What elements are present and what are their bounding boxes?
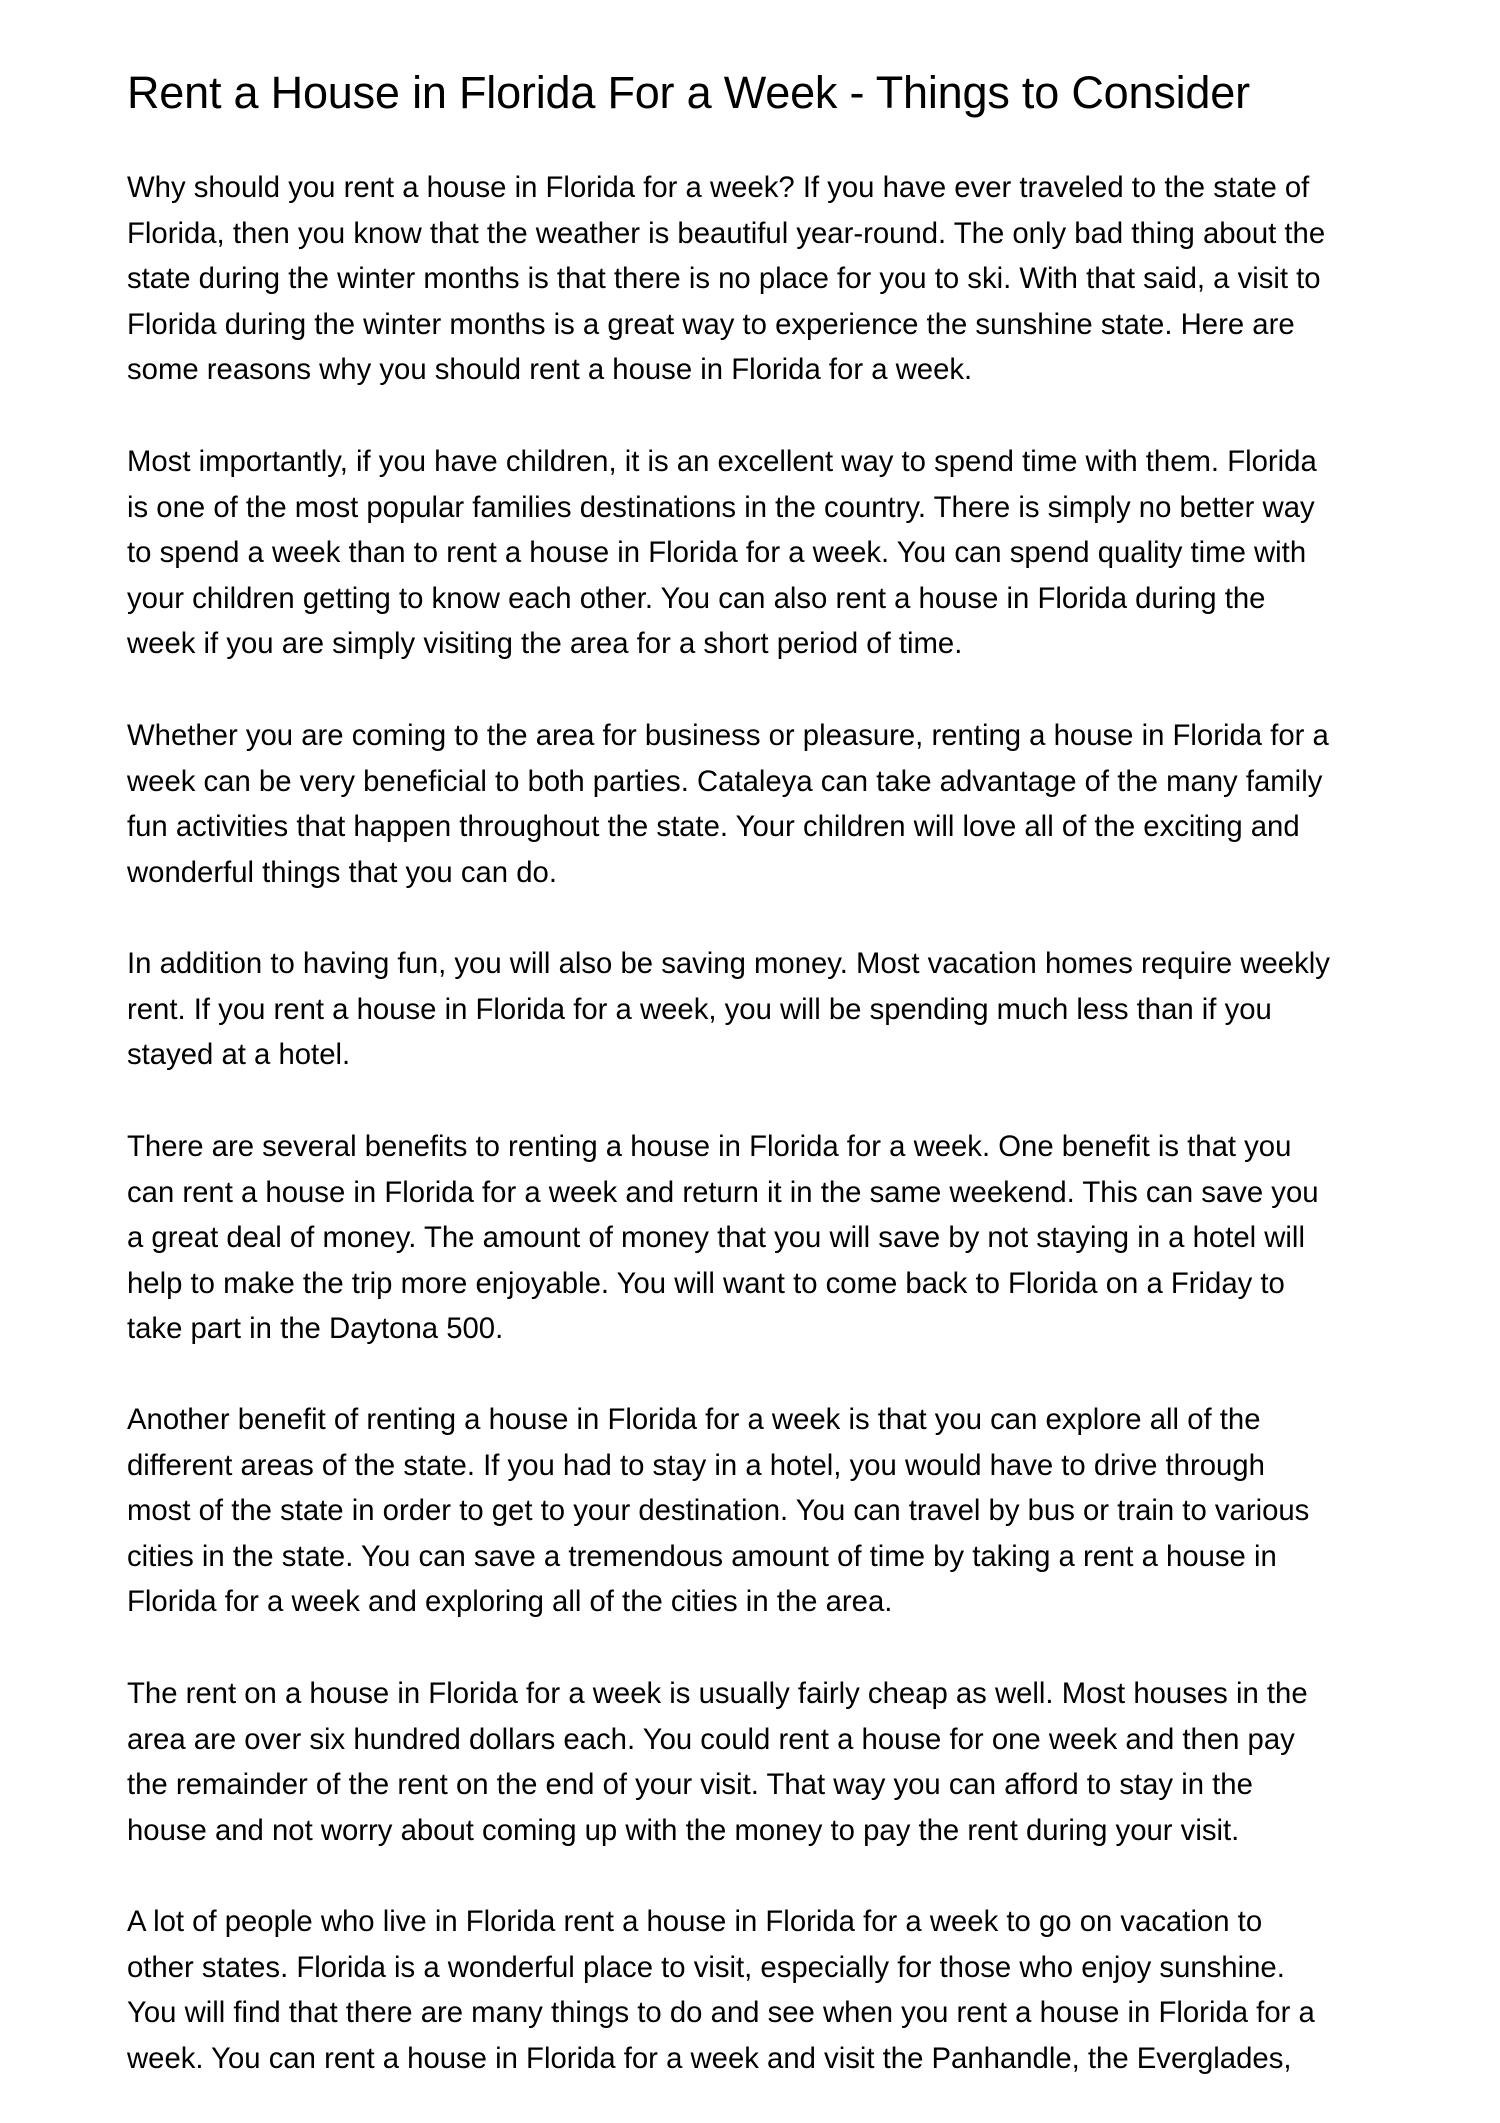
text-line: The rent on a house in Florida for a week is usually fairly cheap as well. Most houses in the [127,1677,1308,1710]
text-line: stayed at a hotel. [127,1038,351,1072]
text-line: wonderful things that you can do. [127,855,557,889]
paragraph-8 [127,1899,1315,2081]
text-line: different areas of the state. If you had to stay in a hotel, you would have to drive through [127,1448,1265,1482]
paragraph-1 [127,165,1325,393]
paragraph-5 [127,1124,1319,1352]
text-line: Why should you rent a house in Florida for a week? If you have ever traveled to the state of [127,171,1310,204]
text-line: state during the winter months is that there is no place for you to ski. With that said, a visit to [127,262,1321,296]
text-line: rent. If you rent a house in Florida for a week, you will be spending much less than if you [127,992,1272,1026]
text-line: some reasons why you should rent a house in Florida for a week. [127,353,973,387]
text-line: your children getting to know each other. You can also rent a house in Florida during the [127,581,1266,615]
text-line: A lot of people who live in Florida rent a house in Florida for a week to go on vacation to [127,1905,1263,1938]
text-line: can rent a house in Florida for a week and return it in the same weekend. This can save you [127,1175,1319,1209]
text-line: a great deal of money. The amount of money that you will save by not staying in a hotel will [127,1221,1305,1255]
text-line: week. You can rent a house in Florida for a week and visit the Panhandle, the Everglades, [127,2041,1292,2075]
text-line: You will find that there are many things to do and see when you rent a house in Florida for a [127,1996,1315,2030]
paragraph-2 [127,439,1317,667]
paragraph-6 [127,1397,1309,1625]
paragraph-7 [127,1671,1308,1853]
document-title: Rent a House in Florida For a Week - Things to Consider [127,67,1250,118]
text-line: Another benefit of renting a house in Florida for a week is that you can explore all of the [127,1403,1261,1436]
text-line: week if you are simply visiting the area for a short period of time. [127,627,963,661]
text-line: other states. Florida is a wonderful place to visit, especially for those who enjoy sunshine. [127,1950,1285,1984]
text-line: the remainder of the rent on the end of your visit. That way you can afford to stay in the [127,1768,1253,1802]
text-line: There are several benefits to renting a house in Florida for a week. One benefit is that you [127,1130,1292,1163]
text-line: Whether you are coming to the area for business or pleasure, renting a house in Florida for a [127,719,1329,752]
text-line: take part in the Daytona 500. [127,1312,504,1346]
paragraph-4 [127,941,1330,1078]
paragraph-3 [127,713,1329,895]
text-line: week can be very beneficial to both parties. Cataleya can take advantage of the many family [127,764,1323,798]
text-line: most of the state in order to get to your destination. You can travel by bus or train to various [127,1494,1310,1528]
text-line: Florida during the winter months is a great way to experience the sunshine state. Here are [127,307,1295,341]
text-line: cities in the state. You can save a tremendous amount of time by taking a rent a house in [127,1539,1277,1573]
text-line: is one of the most popular families destinations in the country. There is simply no better way [127,490,1315,524]
text-line: Florida, then you know that the weather is beautiful year-round. The only bad thing about the [127,216,1326,250]
text-line: area are over six hundred dollars each. You could rent a house for one week and then pay [127,1722,1295,1756]
text-line: house and not worry about coming up with the money to pay the rent during your visit. [127,1813,1240,1847]
text-line: help to make the trip more enjoyable. You will want to come back to Florida on a Friday to [127,1266,1285,1300]
text-line: fun activities that happen throughout the state. Your children will love all of the exciting and [127,810,1300,844]
text-line: Most importantly, if you have children, it is an excellent way to spend time with them. Florida [127,445,1317,478]
text-line: to spend a week than to rent a house in Florida for a week. You can spend quality time with [127,536,1307,570]
text-line: Florida for a week and exploring all of the cities in the area. [127,1585,893,1619]
text-line: In addition to having fun, you will also be saving money. Most vacation homes require weekly [127,947,1330,980]
